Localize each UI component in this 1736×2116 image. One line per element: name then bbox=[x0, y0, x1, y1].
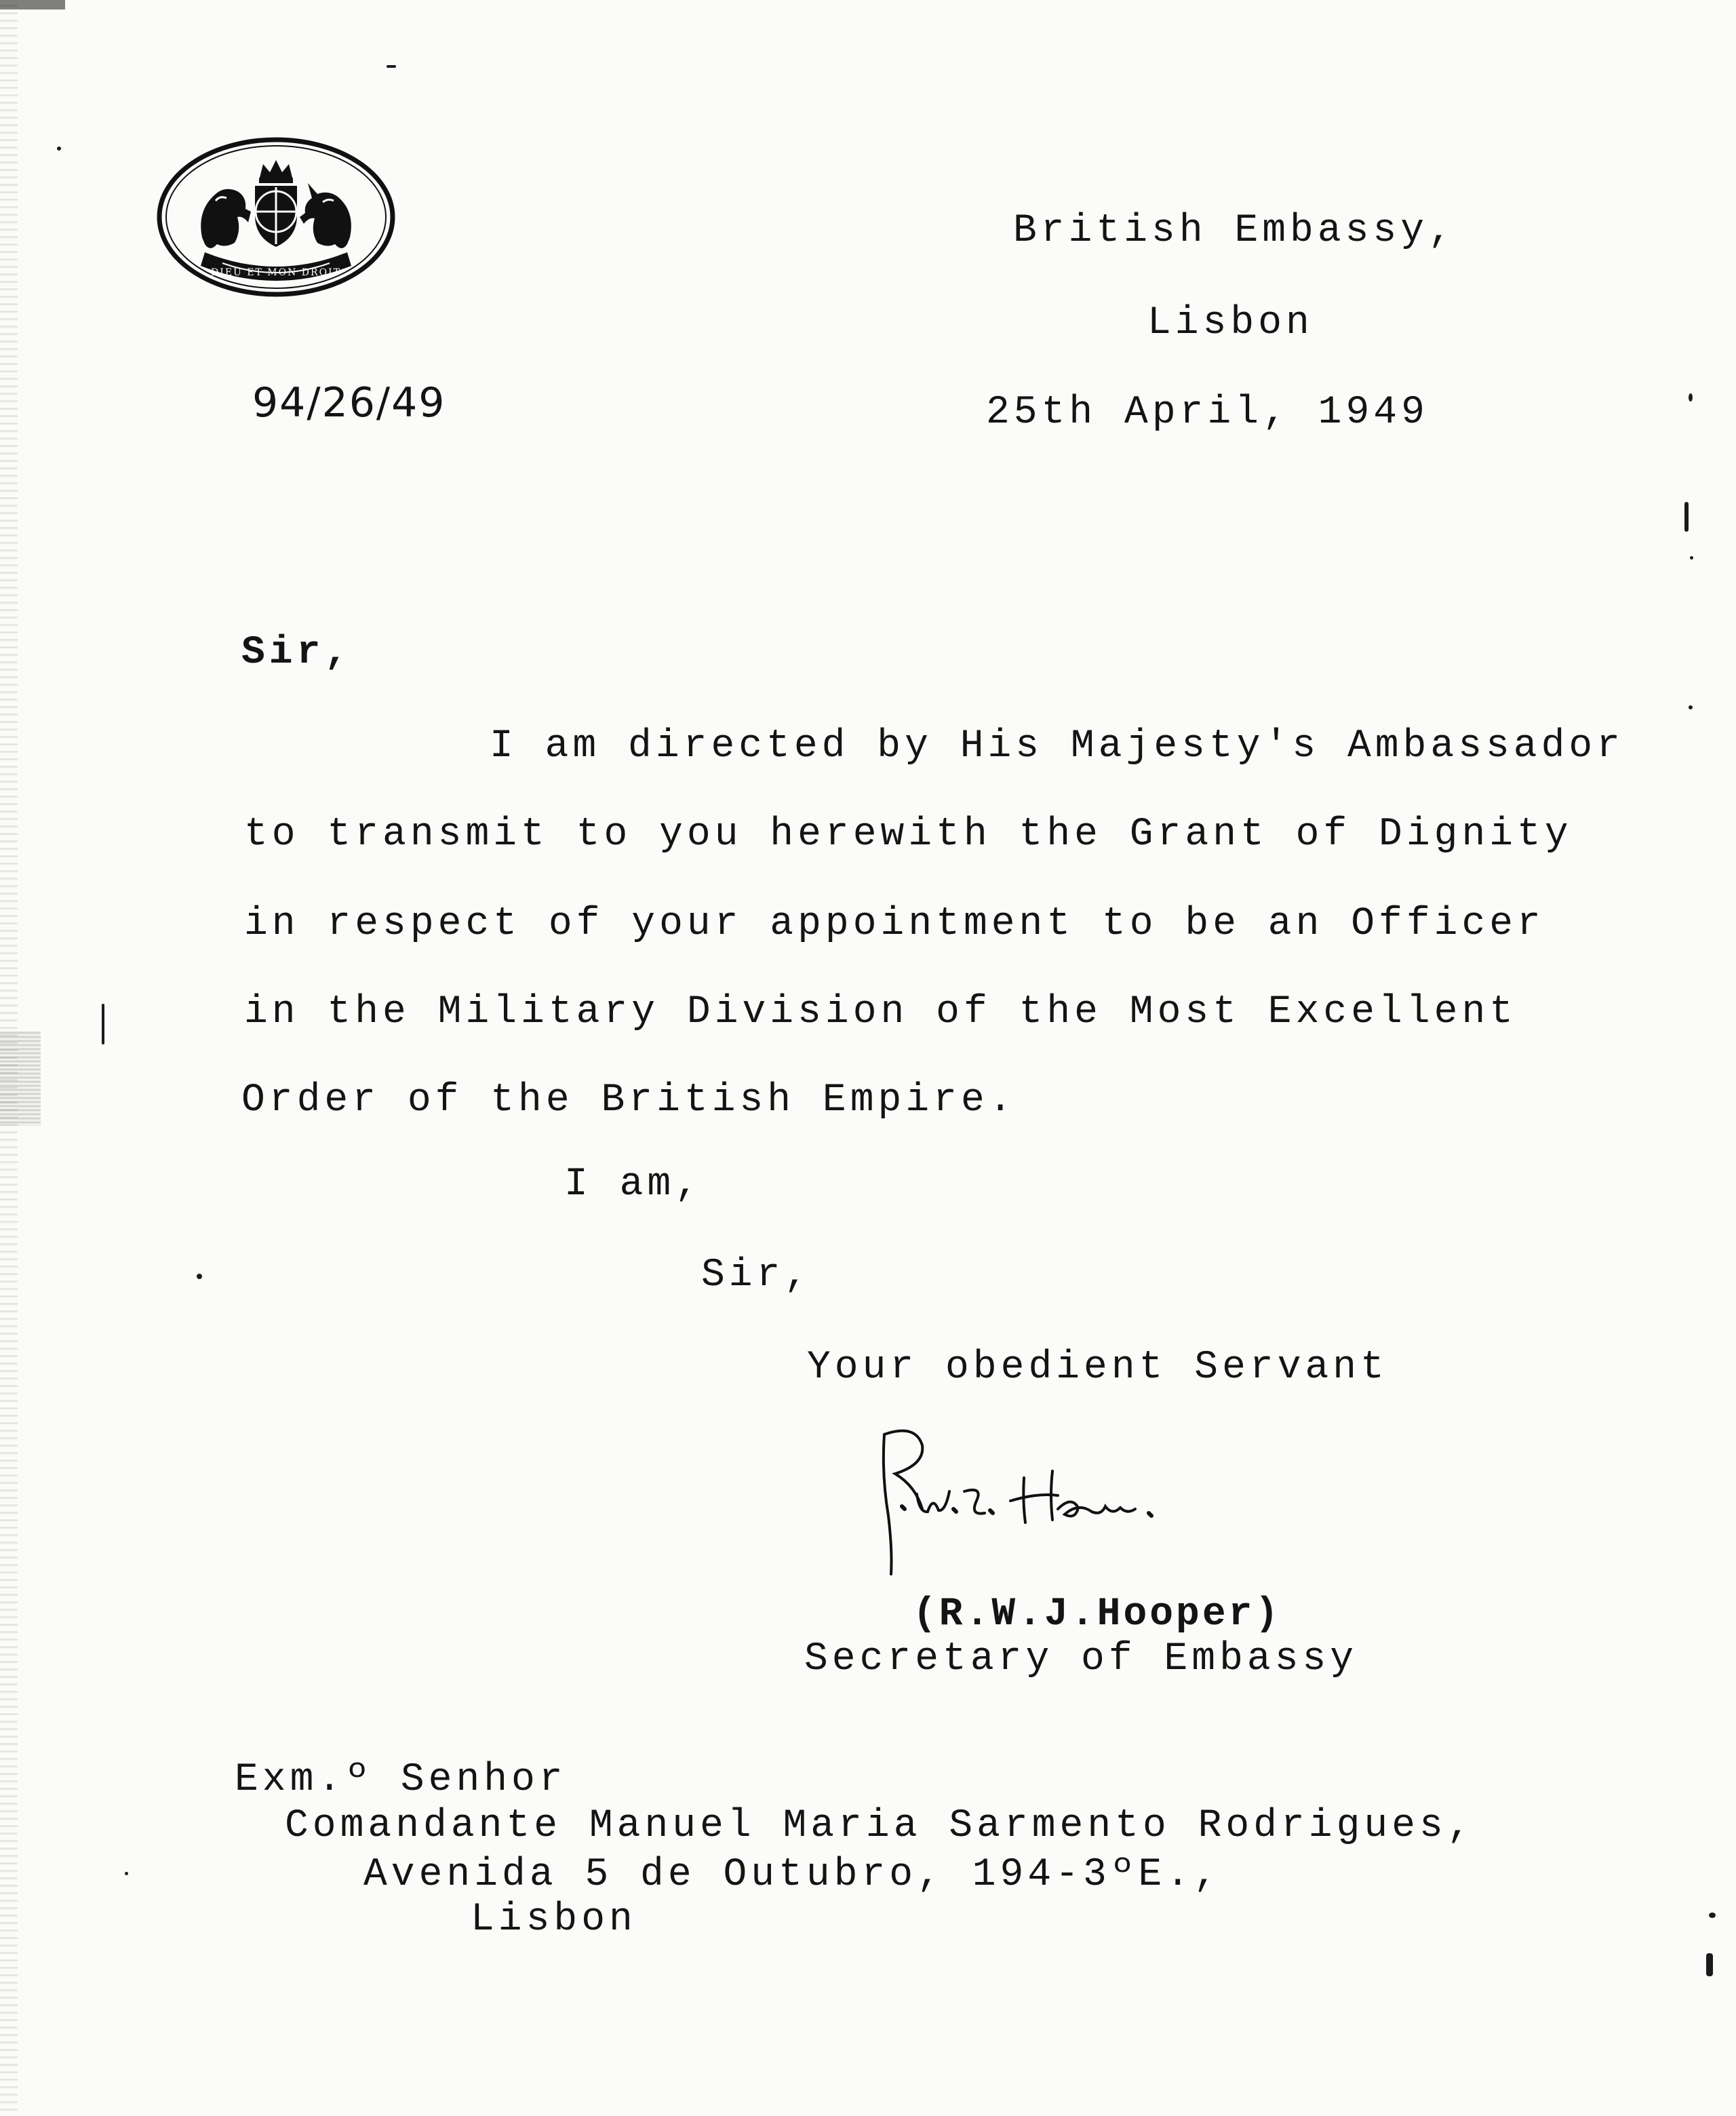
body-line: Order of the British Empire. bbox=[241, 1078, 1017, 1122]
scan-speck bbox=[1709, 1913, 1716, 1918]
addressee-honorific: Exm.º Senhor bbox=[235, 1758, 567, 1802]
scan-speck bbox=[387, 65, 396, 68]
scan-edge-noise bbox=[0, 1031, 41, 1126]
body-line: in respect of your appointment to be an Officer bbox=[244, 902, 1545, 946]
letter-date: 25th April, 1949 bbox=[986, 391, 1429, 435]
closing-line: Your obedient Servant bbox=[807, 1346, 1388, 1390]
scan-speck bbox=[1689, 705, 1693, 709]
scan-speck bbox=[1684, 502, 1689, 532]
scan-speck bbox=[1706, 1953, 1713, 1976]
scan-speck bbox=[1690, 556, 1693, 560]
scan-speck bbox=[1689, 393, 1693, 401]
reference-number: 94/26/49 bbox=[252, 379, 446, 427]
royal-coat-of-arms-icon bbox=[155, 136, 397, 298]
signer-title: Secretary of Embassy bbox=[804, 1637, 1358, 1681]
scan-speck bbox=[125, 1872, 128, 1875]
scan-speck bbox=[57, 146, 61, 151]
scan-speck bbox=[102, 1004, 104, 1044]
signer-name: (R.W.J.Hooper) bbox=[913, 1592, 1282, 1637]
seal-motto: DIEU ET MON DROIT bbox=[211, 267, 341, 278]
closing-line: I am, bbox=[564, 1162, 703, 1207]
body-line: to transmit to you herewith the Grant of Dignity bbox=[244, 812, 1573, 857]
handwritten-signature bbox=[875, 1421, 1173, 1584]
embassy-name: British Embassy, bbox=[1013, 209, 1456, 253]
addressee-name: Comandante Manuel Maria Sarmento Rodrigues, bbox=[285, 1804, 1475, 1848]
addressee-city: Lisbon bbox=[471, 1898, 637, 1942]
scan-speck bbox=[197, 1274, 202, 1279]
body-line: I am directed by His Majesty's Ambassador bbox=[490, 724, 1625, 768]
closing-line: Sir, bbox=[701, 1253, 812, 1297]
salutation: Sir, bbox=[241, 631, 353, 675]
body-line: in the Military Division of the Most Excellent bbox=[244, 990, 1518, 1034]
embassy-city: Lisbon bbox=[1147, 301, 1314, 345]
addressee-street: Avenida 5 de Outubro, 194-3ºE., bbox=[363, 1853, 1221, 1897]
